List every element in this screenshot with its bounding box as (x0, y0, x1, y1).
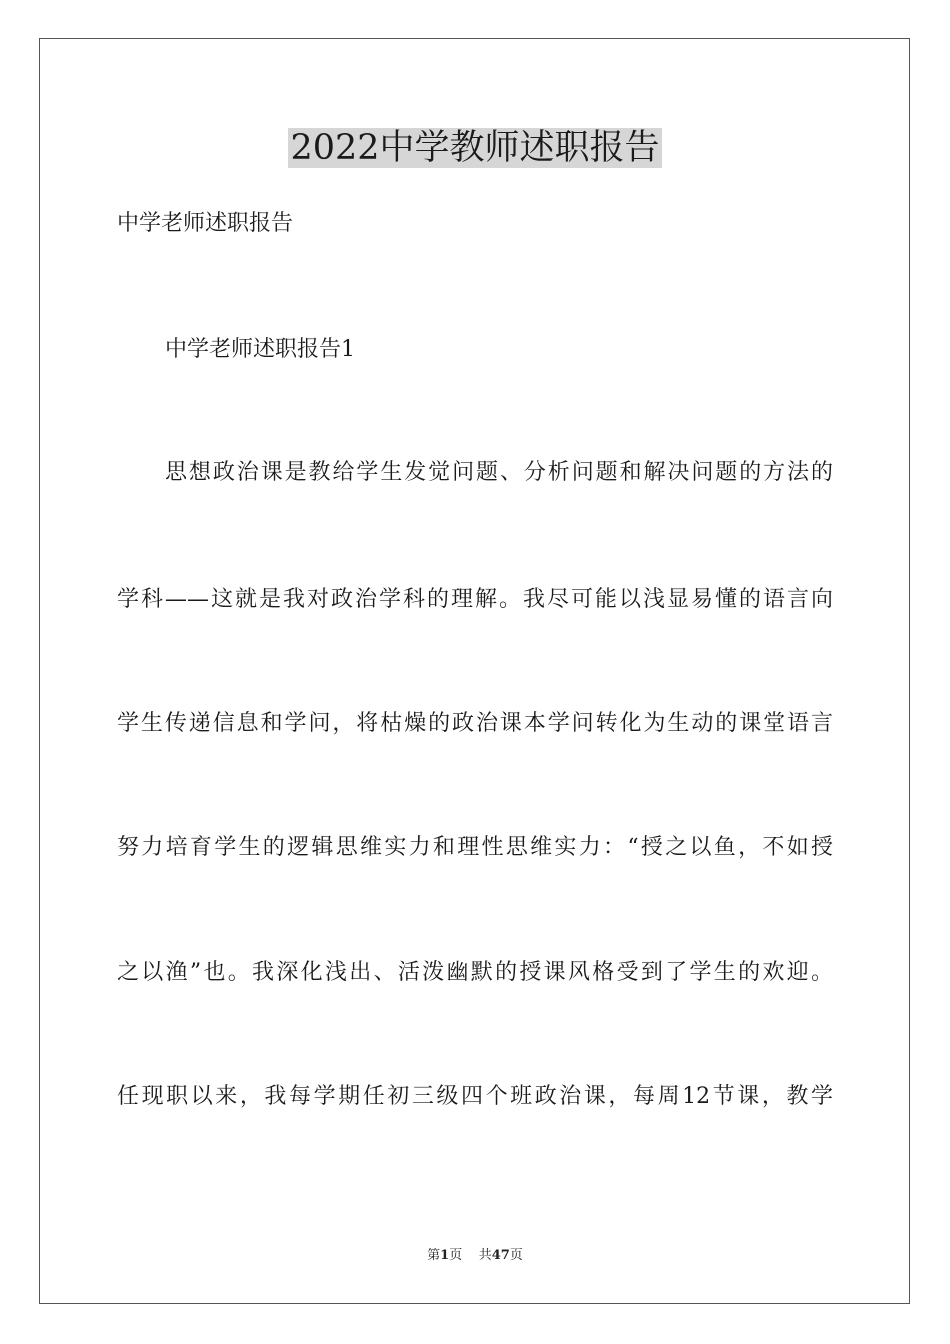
body-paragraph-line: 之以渔”也。我深化浅出、活泼幽默的授课风格受到了学生的欢迎。 (117, 960, 833, 985)
body-paragraph-line: 学生传递信息和学问，将枯燥的政治课本学问转化为生动的课堂语言 (117, 711, 833, 736)
page-label-suffix: 页 (449, 1248, 463, 1263)
section-heading: 中学老师述职报告1 (165, 337, 355, 362)
body-paragraph-line: 学科——这就是我对政治学科的理解。我尽可能以浅显易懂的语言向 (117, 587, 833, 612)
body-paragraph-line: 思想政治课是教给学生发觉问题、分析问题和解决问题的方法的 (165, 460, 833, 485)
total-pages: 47 (491, 1248, 510, 1263)
total-label-prefix: 共 (478, 1248, 492, 1263)
page-label-prefix: 第 (427, 1248, 441, 1263)
document-title-text: 2022中学教师述职报告 (290, 128, 660, 168)
document-subtitle: 中学老师述职报告 (117, 211, 294, 236)
total-label-suffix: 页 (509, 1248, 523, 1263)
body-paragraph-line: 任现职以来，我每学期任初三级四个班政治课，每周12节课，教学 (117, 1084, 833, 1109)
page-number: 1 (440, 1248, 450, 1263)
document-title (0, 126, 950, 170)
body-paragraph-line: 努力培育学生的逻辑思维实力和理性思维实力：“授之以鱼，不如授 (117, 835, 833, 860)
page-footer (0, 1247, 950, 1265)
